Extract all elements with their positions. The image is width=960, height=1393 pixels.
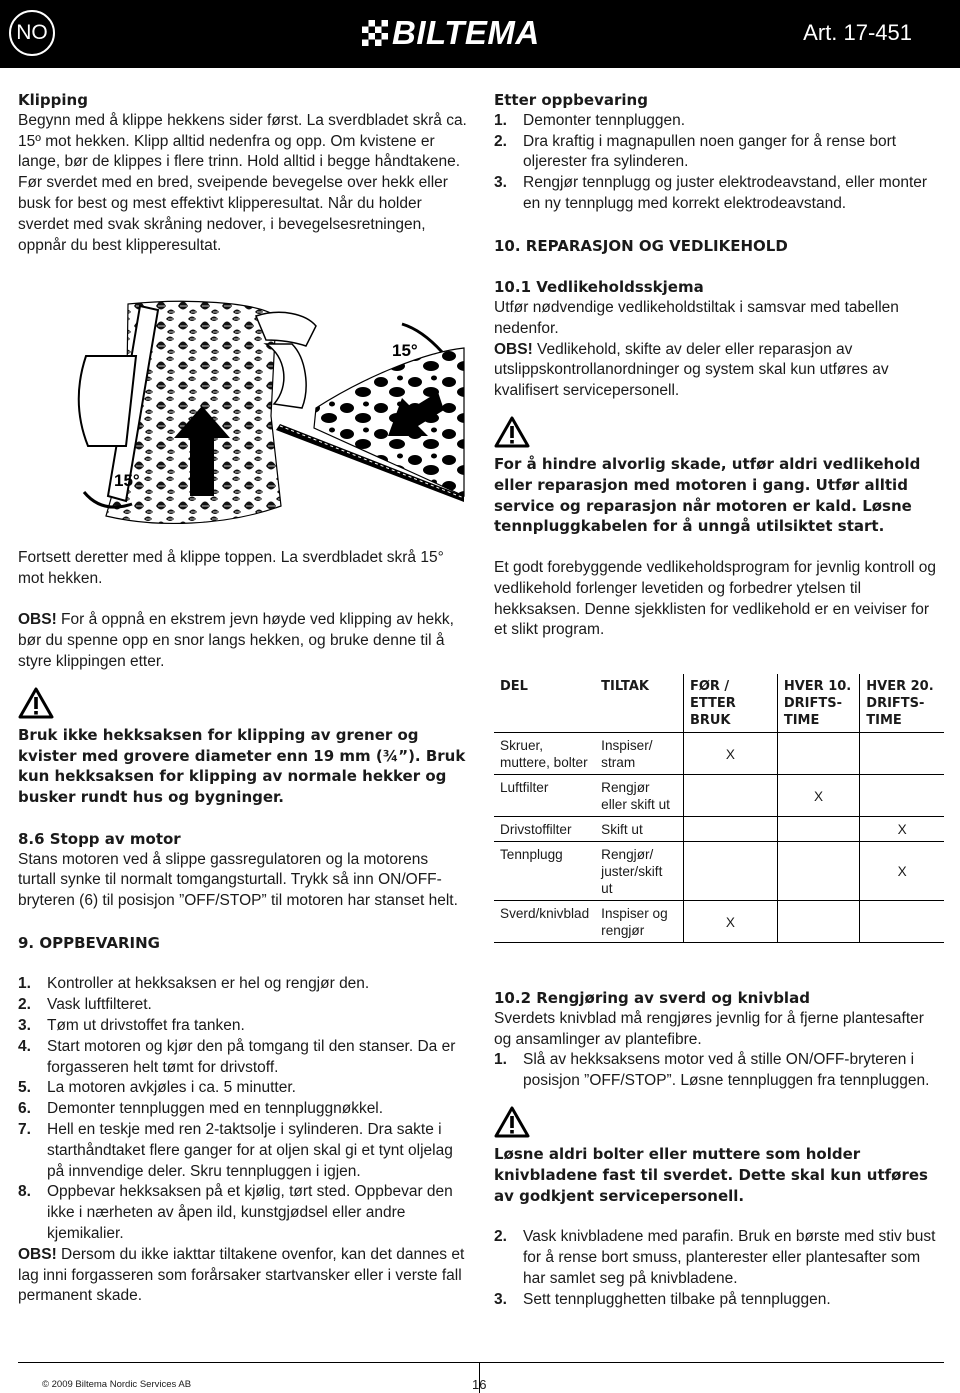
obs-paragraph-right (494, 340, 944, 402)
maintenance-table (494, 674, 944, 943)
continue-text: Fortsett deretter med å klippe toppen. La sverdbladet skrå 15° mot hekken. (18, 549, 444, 587)
cell-del: Tennplugg (494, 842, 595, 901)
table-header-row (494, 674, 944, 733)
hedge-right (314, 348, 464, 496)
right-column-bottom (494, 988, 944, 1310)
storage-title: 9. OPPBEVARING (18, 933, 160, 952)
obs-label: OBS! (18, 611, 57, 629)
cell-before (683, 775, 777, 817)
klipping-title: Klipping (18, 91, 88, 109)
copyright: © 2009 Biltema Nordic Services AB (42, 1379, 192, 1390)
repair-title: 10. REPARASJON OG VEDLIKEHOLD (494, 236, 788, 255)
cell-tiltak: Rengjør eller skift ut (595, 775, 683, 817)
cell-del: Sverd/knivblad (494, 901, 595, 943)
page-header (0, 0, 960, 68)
list-item: 2. Dra kraftig i magnapullen noen ganger for å rense bort oljerester fra sylinderen. (494, 132, 897, 171)
klipping-text: Begynn med å klippe hekkens sider først. La sverdbladet skrå ca. 15º mot hekken. Klipp alltid nedenfra og opp. Om kvistene er lange, bør de klippes i flere trinn. Hold alltid i begge håndtakene. (18, 111, 467, 171)
footer-divider (18, 1362, 944, 1363)
col-header: HVER 20. DRIFTS-TIME (860, 674, 944, 733)
after-storage-title: Etter oppbevaring (494, 91, 648, 109)
warning-text-right: For å hindre alvorlig skade, utfør aldri vedlikehold eller reparasjon med motoren i gang. Utfør alltid service og reparasjon når motoren er kald. Løsne tennpluggkabelen for å unngå utilsiktet start. (494, 454, 921, 536)
cell-del: Luftfilter (494, 775, 595, 817)
cell-before: X (683, 901, 777, 943)
table-row (494, 842, 944, 901)
program-text: Et godt forebyggende vedlikeholdsprogram for jevnlig kontroll og vedlikehold forlenger levetiden og forbedrer ytelsen til hekksaksen. Denne sjekklisten for vedlikehold er en veiviser for et slikt program. (494, 558, 937, 639)
schedule-text: Utfør nødvendige vedlikeholdstiltak i samsvar med tabellen nedenfor. (494, 298, 899, 337)
page-number: 16 (472, 1377, 487, 1392)
obs-paragraph (18, 610, 470, 672)
stop-text: Stans motoren ved å slippe gassregulatoren og la motorens turtall synke til normalt tomgangsturtall. Trykk så inn ON/OFF-bryteren (6) til posisjon ”OFF/STOP” til motoren har stanset helt. (18, 850, 458, 910)
cell-del: Drivstoffilter (494, 817, 595, 842)
cell-del: Skruer, muttere, bolter (494, 733, 595, 775)
list-item: 3. Rengjør tennplugg og juster elektrodeavstand, eller monter en ny tennplugg med korrekt elektrodeavstand. (494, 174, 928, 212)
obs2-text: Dersom du ikke iakttar tiltakene ovenfor, kan det dannes et lag inni forgasseren som forårsaker startvansker eller i verste fall permanent skade. (18, 1245, 465, 1305)
warning-text: Bruk ikke hekksaksen for klipping av grener og kvister med grovere diameter enn 19 mm (¾”). Bruk kun hekksaksen for klipping av normale hekker og busker rundt hus og bygninger. (18, 725, 466, 807)
cell-h20: X (860, 842, 944, 901)
cell-tiltak: Inspiser og rengjør (595, 901, 683, 943)
list-item: 5. La motoren avkjøles i ca. 5 minutter. (18, 1079, 296, 1097)
angle-label-left: 15° (114, 471, 140, 490)
brand-logo (362, 16, 540, 50)
cell-h10 (777, 733, 859, 775)
list-item: 8. Oppbevar hekksaksen på et kjølig, tørt sted. Oppbevar den ikke i nærheten av åpen ild, kunstgjødsel eller andre kjemikalier. (18, 1183, 453, 1242)
cell-h20: X (860, 817, 944, 842)
obs2-paragraph (18, 1245, 470, 1307)
hedge-trimming-illustration (66, 296, 466, 536)
obs2-label: OBS! (18, 1245, 57, 1263)
table-row (494, 775, 944, 817)
clean-text: Sverdets knivblad må rengjøres jevnlig for å fjerne plantesafter og ansamlinger av plantefibre. (494, 1009, 924, 1048)
list-item: 7. Hell en teskje med ren 2-taktsolje i sylinderen. Dra sakte i starthåndtaket flere ganger for at oljen skal gi et tynt oljelag på innvendige deler. Skru tennpluggen i igjen. (18, 1120, 453, 1180)
right-column-top (494, 90, 944, 641)
col-header: DEL (494, 674, 595, 733)
warning-icon (494, 1106, 530, 1138)
list-item: 1. Kontroller at hekksaksen er hel og rengjør den. (18, 975, 370, 993)
clean-title: 10.2 Rengjøring av sverd og knivblad (494, 989, 810, 1007)
brand-name: BILTEMA (392, 14, 540, 51)
list-item: 1. Demonter tennpluggen. (494, 111, 686, 129)
cell-tiltak: Skift ut (595, 817, 683, 842)
obs-text: For å oppnå en ekstrem jevn høyde ved klipping av hekk, bør du spenne opp en snor langs hekken, og bruke denne til å styre klippingen etter. (18, 611, 454, 670)
table-row (494, 901, 944, 943)
col-header: FØR / ETTER BRUK (683, 674, 777, 733)
cell-before: X (683, 733, 777, 775)
list-item: 6. Demonter tennpluggen med en tennpluggnøkkel. (18, 1100, 384, 1118)
storage-steps (18, 974, 470, 1244)
warning-icon (18, 687, 54, 719)
cell-tiltak: Inspiser/ stram (595, 733, 683, 775)
cell-h20 (860, 775, 944, 817)
cell-h10 (777, 901, 859, 943)
cell-before (683, 817, 777, 842)
warning-text-2: Løsne aldri bolter eller muttere som holder knivbladene fast til sverdet. Dette skal kun utføres av godkjent servicepersonell. (494, 1144, 928, 1205)
cell-h10: X (777, 775, 859, 817)
klipping-text-2: Før sverdet med en bred, sveipende bevegelse over hekk eller busk for best og mest effektivt klipperesultat. Når du holder sverdet med svak skråning nedover, i bevegelsesretningen, oppnår du best klipperesultat. (18, 174, 448, 254)
warning-icon (494, 416, 530, 448)
col-header: TILTAK (595, 674, 683, 733)
list-item: 2. Vask knivbladene med parafin. Bruk en børste med stiv bust for å rense bort smuss, planterester eller plantesafter som har samlet seg på knivbladene. (494, 1228, 936, 1287)
list-item: 3. Tøm ut drivstoffet fra tanken. (18, 1016, 245, 1034)
cell-h20 (860, 901, 944, 943)
language-badge: NO (9, 10, 55, 56)
left-column-top (18, 90, 470, 256)
left-column-bottom (18, 548, 470, 1307)
col-header: HVER 10. DRIFTS-TIME (777, 674, 859, 733)
schedule-title: 10.1 Vedlikeholdsskjema (494, 278, 704, 297)
obs-label-right: OBS! (494, 340, 533, 358)
list-item: 1. Slå av hekksaksens motor ved å stille ON/OFF-bryteren i posisjon ”OFF/STOP”. Løsne tennpluggen fra tennpluggen. (494, 1051, 930, 1090)
cell-h10 (777, 817, 859, 842)
list-item: 2. Vask luftfilteret. (18, 996, 152, 1014)
article-number: Art. 17-451 (803, 20, 912, 45)
cell-h10 (777, 842, 859, 901)
trimmer-body (79, 356, 136, 446)
cell-tiltak: Rengjør/ juster/skift ut (595, 842, 683, 901)
after-storage-steps (494, 111, 944, 215)
obs-text-right: Vedlikehold, skifte av deler eller reparasjon av utslippskontrollanordninger og system skal kun utføres av kvalifisert servicepersonell. (494, 340, 889, 400)
clean-steps-2 (494, 1227, 944, 1310)
list-item: 3. Sett tennplugghetten tilbake på tennpluggen. (494, 1290, 831, 1308)
stop-title: 8.6 Stopp av motor (18, 829, 181, 848)
checkered-flag-icon (362, 20, 388, 46)
list-item: 4. Start motoren og kjør den på tomgang til den stanser. Da er forgasseren helt tømt for drivstoff. (18, 1037, 456, 1076)
clean-steps-1 (494, 1050, 944, 1092)
cell-before (683, 842, 777, 901)
table-row (494, 733, 944, 775)
cell-h20 (860, 733, 944, 775)
table-row (494, 817, 944, 842)
angle-label-right: 15° (392, 341, 418, 360)
